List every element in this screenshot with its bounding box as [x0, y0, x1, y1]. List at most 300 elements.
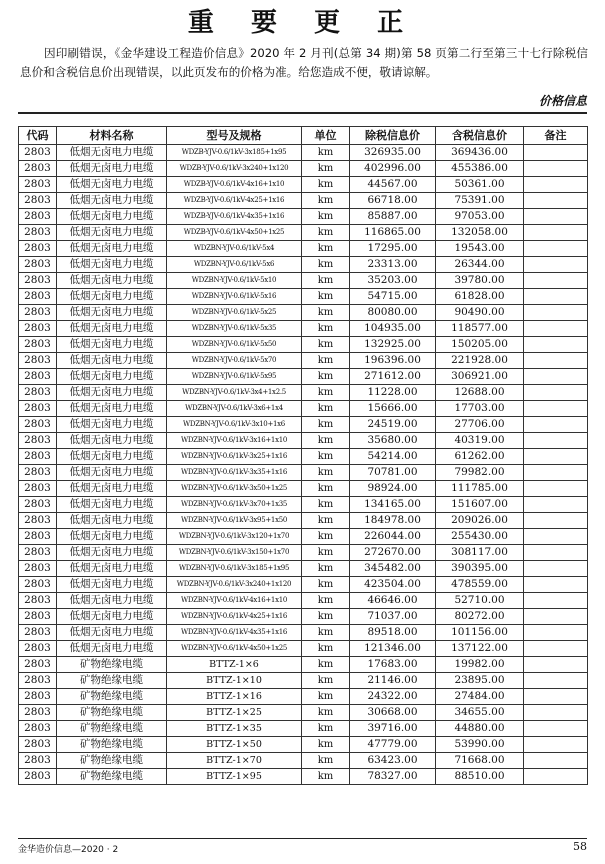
cell-price-excl-tax: 271612.00 [350, 369, 436, 385]
cell-unit: km [302, 305, 350, 321]
cell-code: 2803 [19, 545, 57, 561]
cell-model-spec: WDZBN-YJV-0.6/1kV-3x185+1x95 [167, 561, 302, 577]
cell-remarks [524, 401, 588, 417]
cell-price-incl-tax: 209026.00 [436, 513, 524, 529]
table-row [19, 321, 588, 337]
cell-remarks [524, 673, 588, 689]
cell-unit: km [302, 385, 350, 401]
cell-remarks [524, 545, 588, 561]
cell-code: 2803 [19, 177, 57, 193]
cell-material-name: 低烟无卤电力电缆 [57, 289, 167, 305]
cell-code: 2803 [19, 289, 57, 305]
header-remarks: 备注 [524, 127, 588, 145]
cell-material-name: 低烟无卤电力电缆 [57, 513, 167, 529]
table-row [19, 401, 588, 417]
cell-price-excl-tax: 78327.00 [350, 769, 436, 785]
cell-code: 2803 [19, 433, 57, 449]
table-body [19, 145, 588, 785]
cell-price-incl-tax: 390395.00 [436, 561, 524, 577]
cell-price-excl-tax: 44567.00 [350, 177, 436, 193]
table-row [19, 257, 588, 273]
header-unit: 单位 [302, 127, 350, 145]
cell-remarks [524, 705, 588, 721]
cell-model-spec: WDZBN-YJV-0.6/1kV-3x150+1x70 [167, 545, 302, 561]
cell-material-name: 低烟无卤电力电缆 [57, 385, 167, 401]
cell-material-name: 低烟无卤电力电缆 [57, 433, 167, 449]
cell-price-excl-tax: 39716.00 [350, 721, 436, 737]
cell-price-incl-tax: 221928.00 [436, 353, 524, 369]
cell-code: 2803 [19, 673, 57, 689]
cell-unit: km [302, 609, 350, 625]
cell-code: 2803 [19, 721, 57, 737]
cell-remarks [524, 273, 588, 289]
cell-remarks [524, 209, 588, 225]
cell-price-incl-tax: 50361.00 [436, 177, 524, 193]
cell-model-spec: WDZBN-YJV-0.6/1kV-3x50+1x25 [167, 481, 302, 497]
cell-material-name: 矿物绝缘电缆 [57, 769, 167, 785]
cell-model-spec: WDZBN-YJV-0.6/1kV-5x50 [167, 337, 302, 353]
cell-price-excl-tax: 272670.00 [350, 545, 436, 561]
cell-model-spec: BTTZ-1×25 [167, 705, 302, 721]
cell-material-name: 低烟无卤电力电缆 [57, 545, 167, 561]
cell-price-incl-tax: 71668.00 [436, 753, 524, 769]
cell-model-spec: WDZBN-YJV-0.6/1kV-5x35 [167, 321, 302, 337]
cell-material-name: 矿物绝缘电缆 [57, 753, 167, 769]
cell-code: 2803 [19, 465, 57, 481]
cell-price-incl-tax: 39780.00 [436, 273, 524, 289]
cell-unit: km [302, 177, 350, 193]
cell-model-spec: WDZBN-YJV-0.6/1kV-3x6+1x4 [167, 401, 302, 417]
cell-price-excl-tax: 89518.00 [350, 625, 436, 641]
cell-remarks [524, 433, 588, 449]
cell-price-excl-tax: 423504.00 [350, 577, 436, 593]
cell-price-excl-tax: 326935.00 [350, 145, 436, 161]
cell-material-name: 低烟无卤电力电缆 [57, 529, 167, 545]
cell-code: 2803 [19, 225, 57, 241]
cell-price-excl-tax: 35680.00 [350, 433, 436, 449]
cell-unit: km [302, 289, 350, 305]
cell-price-excl-tax: 132925.00 [350, 337, 436, 353]
header-price-incl-tax: 含税信息价 [436, 127, 524, 145]
cell-unit: km [302, 705, 350, 721]
cell-price-excl-tax: 104935.00 [350, 321, 436, 337]
cell-material-name: 低烟无卤电力电缆 [57, 337, 167, 353]
cell-price-excl-tax: 184978.00 [350, 513, 436, 529]
cell-price-excl-tax: 63423.00 [350, 753, 436, 769]
cell-model-spec: WDZBN-YJV-0.6/1kV-3x10+1x6 [167, 417, 302, 433]
table-row [19, 481, 588, 497]
cell-material-name: 低烟无卤电力电缆 [57, 593, 167, 609]
table-row [19, 337, 588, 353]
table-row [19, 673, 588, 689]
cell-price-incl-tax: 12688.00 [436, 385, 524, 401]
cell-remarks [524, 161, 588, 177]
cell-material-name: 矿物绝缘电缆 [57, 721, 167, 737]
table-row [19, 497, 588, 513]
cell-material-name: 矿物绝缘电缆 [57, 657, 167, 673]
table-row [19, 177, 588, 193]
table-row [19, 225, 588, 241]
cell-unit: km [302, 145, 350, 161]
cell-price-excl-tax: 21146.00 [350, 673, 436, 689]
correction-notice: 因印刷错误，《金华建设工程造价信息》2020 年 2 月刊(总第 34 期)第 58 页第二行至第三十七行除税信息价和含税信息价出现错误，以此页发布的价格为准。给您造成不便，敬请谅解。 [20, 46, 588, 79]
cell-price-incl-tax: 61828.00 [436, 289, 524, 305]
cell-unit: km [302, 625, 350, 641]
cell-material-name: 低烟无卤电力电缆 [57, 417, 167, 433]
price-table [18, 126, 588, 785]
table-row [19, 689, 588, 705]
cell-code: 2803 [19, 769, 57, 785]
table-row [19, 577, 588, 593]
table-row [19, 353, 588, 369]
cell-price-incl-tax: 80272.00 [436, 609, 524, 625]
cell-model-spec: WDZBN-YJV-0.6/1kV-3x4+1x2.5 [167, 385, 302, 401]
cell-code: 2803 [19, 353, 57, 369]
cell-price-incl-tax: 455386.00 [436, 161, 524, 177]
cell-code: 2803 [19, 593, 57, 609]
cell-price-incl-tax: 23895.00 [436, 673, 524, 689]
cell-unit: km [302, 225, 350, 241]
cell-price-incl-tax: 17703.00 [436, 401, 524, 417]
cell-unit: km [302, 769, 350, 785]
cell-remarks [524, 241, 588, 257]
cell-price-incl-tax: 19982.00 [436, 657, 524, 673]
cell-unit: km [302, 737, 350, 753]
table-row [19, 641, 588, 657]
cell-price-excl-tax: 30668.00 [350, 705, 436, 721]
cell-code: 2803 [19, 305, 57, 321]
cell-remarks [524, 225, 588, 241]
cell-unit: km [302, 673, 350, 689]
cell-price-incl-tax: 61262.00 [436, 449, 524, 465]
cell-unit: km [302, 529, 350, 545]
cell-model-spec: WDZB-YJV-0.6/1kV-3x240+1x120 [167, 161, 302, 177]
cell-code: 2803 [19, 385, 57, 401]
cell-price-excl-tax: 17295.00 [350, 241, 436, 257]
cell-unit: km [302, 689, 350, 705]
cell-unit: km [302, 273, 350, 289]
cell-remarks [524, 145, 588, 161]
cell-code: 2803 [19, 369, 57, 385]
cell-material-name: 低烟无卤电力电缆 [57, 257, 167, 273]
cell-code: 2803 [19, 241, 57, 257]
cell-material-name: 低烟无卤电力电缆 [57, 193, 167, 209]
cell-price-excl-tax: 134165.00 [350, 497, 436, 513]
cell-unit: km [302, 513, 350, 529]
cell-model-spec: WDZBN-YJV-0.6/1kV-4x35+1x16 [167, 625, 302, 641]
cell-unit: km [302, 353, 350, 369]
cell-price-incl-tax: 79982.00 [436, 465, 524, 481]
cell-price-incl-tax: 19543.00 [436, 241, 524, 257]
cell-model-spec: WDZB-YJV-0.6/1kV-4x50+1x25 [167, 225, 302, 241]
cell-model-spec: BTTZ-1×10 [167, 673, 302, 689]
cell-price-incl-tax: 255430.00 [436, 529, 524, 545]
cell-price-excl-tax: 47779.00 [350, 737, 436, 753]
cell-unit: km [302, 561, 350, 577]
cell-material-name: 矿物绝缘电缆 [57, 737, 167, 753]
cell-remarks [524, 257, 588, 273]
cell-remarks [524, 657, 588, 673]
table-row [19, 721, 588, 737]
cell-model-spec: WDZB-YJV-0.6/1kV-3x185+1x95 [167, 145, 302, 161]
cell-remarks [524, 177, 588, 193]
cell-price-excl-tax: 11228.00 [350, 385, 436, 401]
cell-price-incl-tax: 40319.00 [436, 433, 524, 449]
cell-model-spec: WDZBN-YJV-0.6/1kV-3x16+1x10 [167, 433, 302, 449]
cell-unit: km [302, 593, 350, 609]
cell-remarks [524, 353, 588, 369]
cell-material-name: 低烟无卤电力电缆 [57, 353, 167, 369]
cell-remarks [524, 753, 588, 769]
cell-code: 2803 [19, 513, 57, 529]
cell-material-name: 低烟无卤电力电缆 [57, 225, 167, 241]
cell-price-incl-tax: 478559.00 [436, 577, 524, 593]
cell-unit: km [302, 193, 350, 209]
table-header-row [19, 127, 588, 145]
table-row [19, 209, 588, 225]
cell-price-incl-tax: 27706.00 [436, 417, 524, 433]
cell-price-excl-tax: 17683.00 [350, 657, 436, 673]
cell-material-name: 低烟无卤电力电缆 [57, 369, 167, 385]
cell-price-excl-tax: 23313.00 [350, 257, 436, 273]
cell-remarks [524, 193, 588, 209]
cell-price-excl-tax: 54715.00 [350, 289, 436, 305]
cell-model-spec: WDZBN-YJV-0.6/1kV-3x25+1x16 [167, 449, 302, 465]
cell-price-incl-tax: 44880.00 [436, 721, 524, 737]
cell-model-spec: WDZBN-YJV-0.6/1kV-5x10 [167, 273, 302, 289]
cell-code: 2803 [19, 689, 57, 705]
cell-code: 2803 [19, 657, 57, 673]
cell-price-incl-tax: 75391.00 [436, 193, 524, 209]
cell-price-incl-tax: 27484.00 [436, 689, 524, 705]
table-row [19, 657, 588, 673]
table-row [19, 529, 588, 545]
cell-unit: km [302, 577, 350, 593]
table-row [19, 369, 588, 385]
cell-unit: km [302, 545, 350, 561]
cell-material-name: 低烟无卤电力电缆 [57, 609, 167, 625]
cell-material-name: 矿物绝缘电缆 [57, 689, 167, 705]
cell-model-spec: BTTZ-1×16 [167, 689, 302, 705]
cell-code: 2803 [19, 273, 57, 289]
cell-model-spec: WDZBN-YJV-0.6/1kV-5x70 [167, 353, 302, 369]
cell-price-incl-tax: 101156.00 [436, 625, 524, 641]
cell-price-incl-tax: 90490.00 [436, 305, 524, 321]
table-row [19, 241, 588, 257]
cell-code: 2803 [19, 481, 57, 497]
page-number: 58 [573, 840, 587, 853]
section-label: 价格信息 [538, 94, 587, 108]
cell-code: 2803 [19, 337, 57, 353]
cell-model-spec: WDZBN-YJV-0.6/1kV-4x50+1x25 [167, 641, 302, 657]
header-price-excl-tax: 除税信息价 [350, 127, 436, 145]
table-row [19, 417, 588, 433]
cell-remarks [524, 481, 588, 497]
cell-code: 2803 [19, 737, 57, 753]
cell-unit: km [302, 209, 350, 225]
cell-remarks [524, 497, 588, 513]
cell-code: 2803 [19, 209, 57, 225]
cell-code: 2803 [19, 609, 57, 625]
cell-remarks [524, 449, 588, 465]
cell-price-excl-tax: 196396.00 [350, 353, 436, 369]
cell-price-incl-tax: 306921.00 [436, 369, 524, 385]
cell-price-excl-tax: 66718.00 [350, 193, 436, 209]
cell-unit: km [302, 401, 350, 417]
table-row [19, 449, 588, 465]
cell-price-excl-tax: 70781.00 [350, 465, 436, 481]
cell-remarks [524, 577, 588, 593]
cell-remarks [524, 289, 588, 305]
cell-price-incl-tax: 151607.00 [436, 497, 524, 513]
cell-price-incl-tax: 52710.00 [436, 593, 524, 609]
cell-material-name: 低烟无卤电力电缆 [57, 641, 167, 657]
cell-model-spec: WDZBN-YJV-0.6/1kV-5x25 [167, 305, 302, 321]
table-row [19, 305, 588, 321]
cell-code: 2803 [19, 321, 57, 337]
cell-price-excl-tax: 24322.00 [350, 689, 436, 705]
cell-material-name: 低烟无卤电力电缆 [57, 321, 167, 337]
cell-remarks [524, 737, 588, 753]
cell-model-spec: WDZB-YJV-0.6/1kV-4x25+1x16 [167, 193, 302, 209]
cell-code: 2803 [19, 401, 57, 417]
cell-remarks [524, 529, 588, 545]
table-row [19, 385, 588, 401]
table-row [19, 769, 588, 785]
cell-price-incl-tax: 26344.00 [436, 257, 524, 273]
cell-material-name: 低烟无卤电力电缆 [57, 497, 167, 513]
table-row [19, 609, 588, 625]
cell-unit: km [302, 321, 350, 337]
cell-model-spec: BTTZ-1×35 [167, 721, 302, 737]
cell-material-name: 矿物绝缘电缆 [57, 705, 167, 721]
cell-model-spec: WDZBN-YJV-0.6/1kV-5x95 [167, 369, 302, 385]
cell-model-spec: BTTZ-1×70 [167, 753, 302, 769]
header-code: 代码 [19, 127, 57, 145]
table-row [19, 513, 588, 529]
cell-unit: km [302, 449, 350, 465]
cell-remarks [524, 513, 588, 529]
cell-remarks [524, 369, 588, 385]
cell-model-spec: BTTZ-1×95 [167, 769, 302, 785]
cell-material-name: 低烟无卤电力电缆 [57, 209, 167, 225]
cell-code: 2803 [19, 497, 57, 513]
cell-remarks [524, 641, 588, 657]
cell-unit: km [302, 337, 350, 353]
cell-remarks [524, 305, 588, 321]
table-row [19, 545, 588, 561]
cell-price-incl-tax: 118577.00 [436, 321, 524, 337]
cell-price-incl-tax: 97053.00 [436, 209, 524, 225]
cell-material-name: 低烟无卤电力电缆 [57, 273, 167, 289]
cell-remarks [524, 465, 588, 481]
cell-material-name: 低烟无卤电力电缆 [57, 145, 167, 161]
cell-price-excl-tax: 98924.00 [350, 481, 436, 497]
cell-price-incl-tax: 369436.00 [436, 145, 524, 161]
cell-unit: km [302, 417, 350, 433]
cell-material-name: 低烟无卤电力电缆 [57, 305, 167, 321]
cell-material-name: 低烟无卤电力电缆 [57, 161, 167, 177]
cell-price-excl-tax: 85887.00 [350, 209, 436, 225]
table-row [19, 193, 588, 209]
cell-price-excl-tax: 226044.00 [350, 529, 436, 545]
cell-price-excl-tax: 345482.00 [350, 561, 436, 577]
cell-model-spec: BTTZ-1×50 [167, 737, 302, 753]
cell-price-excl-tax: 71037.00 [350, 609, 436, 625]
cell-code: 2803 [19, 529, 57, 545]
cell-material-name: 低烟无卤电力电缆 [57, 177, 167, 193]
cell-material-name: 低烟无卤电力电缆 [57, 625, 167, 641]
cell-unit: km [302, 657, 350, 673]
cell-price-incl-tax: 150205.00 [436, 337, 524, 353]
cell-model-spec: WDZBN-YJV-0.6/1kV-5x16 [167, 289, 302, 305]
cell-material-name: 低烟无卤电力电缆 [57, 401, 167, 417]
cell-model-spec: WDZBN-YJV-0.6/1kV-4x25+1x16 [167, 609, 302, 625]
cell-model-spec: WDZB-YJV-0.6/1kV-4x35+1x16 [167, 209, 302, 225]
cell-remarks [524, 385, 588, 401]
table-row [19, 289, 588, 305]
cell-unit: km [302, 241, 350, 257]
cell-remarks [524, 721, 588, 737]
cell-material-name: 低烟无卤电力电缆 [57, 465, 167, 481]
cell-material-name: 低烟无卤电力电缆 [57, 241, 167, 257]
cell-unit: km [302, 257, 350, 273]
cell-unit: km [302, 433, 350, 449]
cell-material-name: 低烟无卤电力电缆 [57, 449, 167, 465]
table-row [19, 625, 588, 641]
cell-remarks [524, 769, 588, 785]
cell-price-incl-tax: 308117.00 [436, 545, 524, 561]
cell-unit: km [302, 481, 350, 497]
cell-unit: km [302, 465, 350, 481]
footer-publication: 金华造价信息—2020 · 2 [18, 845, 119, 855]
cell-price-excl-tax: 54214.00 [350, 449, 436, 465]
cell-code: 2803 [19, 417, 57, 433]
cell-unit: km [302, 497, 350, 513]
cell-remarks [524, 561, 588, 577]
cell-model-spec: WDZB-YJV-0.6/1kV-4x16+1x10 [167, 177, 302, 193]
cell-remarks [524, 689, 588, 705]
cell-price-incl-tax: 53990.00 [436, 737, 524, 753]
cell-remarks [524, 337, 588, 353]
cell-price-excl-tax: 116865.00 [350, 225, 436, 241]
cell-price-incl-tax: 137122.00 [436, 641, 524, 657]
table-row [19, 561, 588, 577]
cell-code: 2803 [19, 449, 57, 465]
cell-remarks [524, 593, 588, 609]
cell-model-spec: WDZBN-YJV-0.6/1kV-3x95+1x50 [167, 513, 302, 529]
cell-price-excl-tax: 80080.00 [350, 305, 436, 321]
cell-price-excl-tax: 121346.00 [350, 641, 436, 657]
cell-price-excl-tax: 15666.00 [350, 401, 436, 417]
cell-material-name: 矿物绝缘电缆 [57, 673, 167, 689]
page-title: 重 要 更 正 [187, 8, 418, 38]
table-row [19, 161, 588, 177]
cell-model-spec: WDZBN-YJV-0.6/1kV-3x120+1x70 [167, 529, 302, 545]
cell-price-excl-tax: 35203.00 [350, 273, 436, 289]
cell-model-spec: BTTZ-1×6 [167, 657, 302, 673]
cell-code: 2803 [19, 193, 57, 209]
cell-code: 2803 [19, 625, 57, 641]
cell-unit: km [302, 753, 350, 769]
cell-remarks [524, 625, 588, 641]
cell-price-incl-tax: 88510.00 [436, 769, 524, 785]
section-divider [18, 112, 587, 114]
table-row [19, 593, 588, 609]
cell-model-spec: WDZBN-YJV-0.6/1kV-5x6 [167, 257, 302, 273]
cell-remarks [524, 609, 588, 625]
table-row [19, 273, 588, 289]
